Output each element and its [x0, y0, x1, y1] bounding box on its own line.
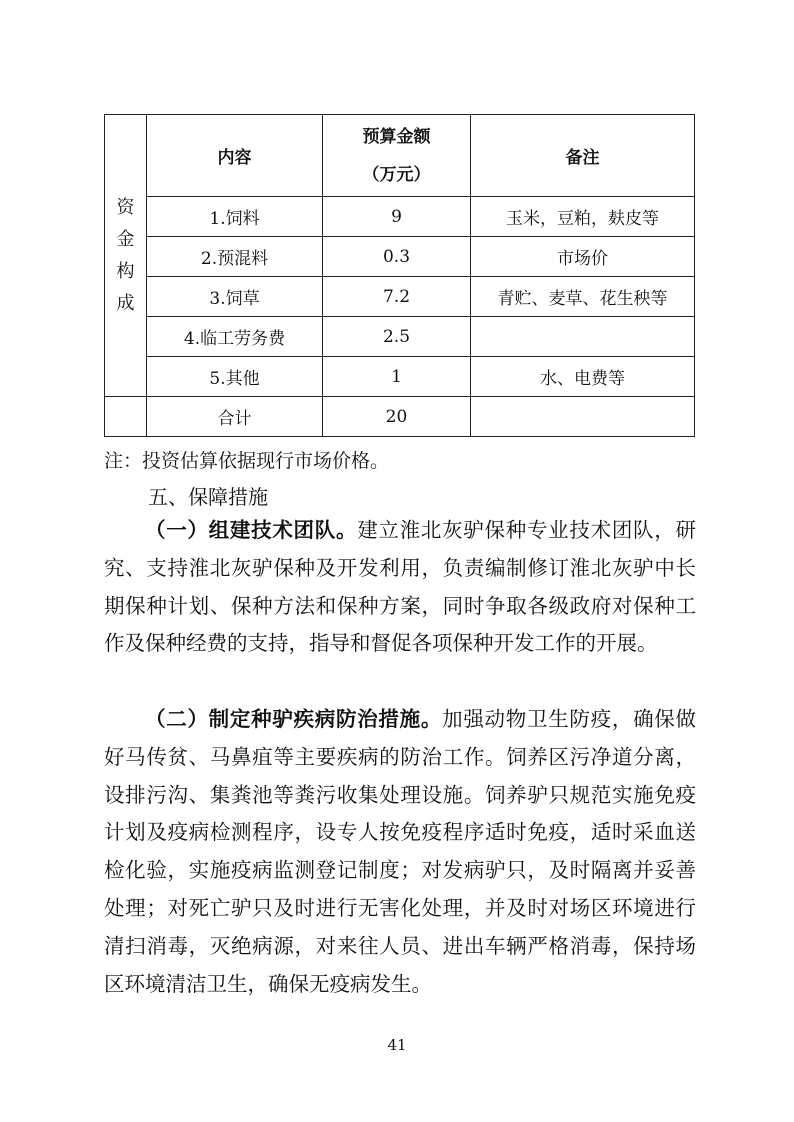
side-label-char: 成: [116, 292, 135, 314]
table-row: [105, 317, 695, 357]
row-remark: [471, 317, 695, 357]
paragraph-body: 建立淮北灰驴保种专业技术团队，研究、支持淮北灰驴保种及开发利用，负责编制修订淮北灰驴中长期保种计划、保种方法和保种方案，同时争取各级政府对保种工作及保种经费的支持，指导和督促各项保种开发工作的开展。: [104, 518, 697, 656]
row-amount: 9: [323, 197, 471, 237]
row-amount: 1: [323, 357, 471, 397]
paragraph-lead: （二）制定种驴疾病防治措施。: [145, 707, 443, 731]
fund-composition-label: [105, 115, 147, 397]
paragraph-technical-team: [104, 512, 696, 663]
total-amount: 20: [323, 397, 471, 437]
table-row: [105, 197, 695, 237]
side-label-char: 资: [116, 196, 135, 218]
row-amount: 2.5: [323, 317, 471, 357]
header-remark: 备注: [471, 115, 695, 197]
row-content: 5.其他: [147, 357, 323, 397]
row-amount: 0.3: [323, 237, 471, 277]
side-label-char: 构: [116, 260, 135, 282]
row-remark: 市场价: [471, 237, 695, 277]
row-amount: 7.2: [323, 277, 471, 317]
page-number: 41: [387, 1036, 407, 1054]
section-heading: 五、保障措施: [148, 485, 268, 509]
table-row: [105, 357, 695, 397]
table-note: 注：投资估算依据现行市场价格。: [104, 450, 390, 472]
table-row: [105, 237, 695, 277]
side-label-char: 金: [116, 228, 135, 250]
row-remark: 青贮、麦草、花生秧等: [471, 277, 695, 317]
row-content: 1.饲料: [147, 197, 323, 237]
header-amount: [323, 115, 471, 197]
header-amount-line1: 预算金额: [362, 126, 431, 147]
paragraph-disease-prevention: [104, 701, 696, 1003]
paragraph-lead: （一）组建技术团队。: [145, 518, 358, 542]
table-row: [105, 277, 695, 317]
row-content: 2.预混料: [147, 237, 323, 277]
header-amount-line2: （万元）: [362, 164, 431, 185]
table-header-row: [105, 115, 695, 197]
row-remark: 水、电费等: [471, 357, 695, 397]
table-total-row: [105, 397, 695, 437]
row-content: 4.临工劳务费: [147, 317, 323, 357]
row-content: 3.饲草: [147, 277, 323, 317]
total-empty-cell: [105, 397, 147, 437]
total-remark: [471, 397, 695, 437]
row-remark: 玉米，豆粕，麸皮等: [471, 197, 695, 237]
header-content: 内容: [147, 115, 323, 197]
budget-table: [104, 114, 695, 437]
paragraph-body: 加强动物卫生防疫，确保做好马传贫、马鼻疽等主要疾病的防治工作。饲养区污净道分离，设排污沟、集粪池等粪污收集处理设施。饲养驴只规范实施免疫计划及疫病检测程序，设专人按免疫程序适时免疫，适时采血送检化验，实施疫病监测登记制度；对发病驴只，及时隔离并妥善处理；对死亡驴只及时进行无害化处理，并及时对场区环境进行清扫消毒，灭绝病源，对来往人员、进出车辆严格消毒，保持场区环境清洁卫生，确保无疫病发生。: [104, 707, 697, 996]
total-label: 合计: [147, 397, 323, 437]
